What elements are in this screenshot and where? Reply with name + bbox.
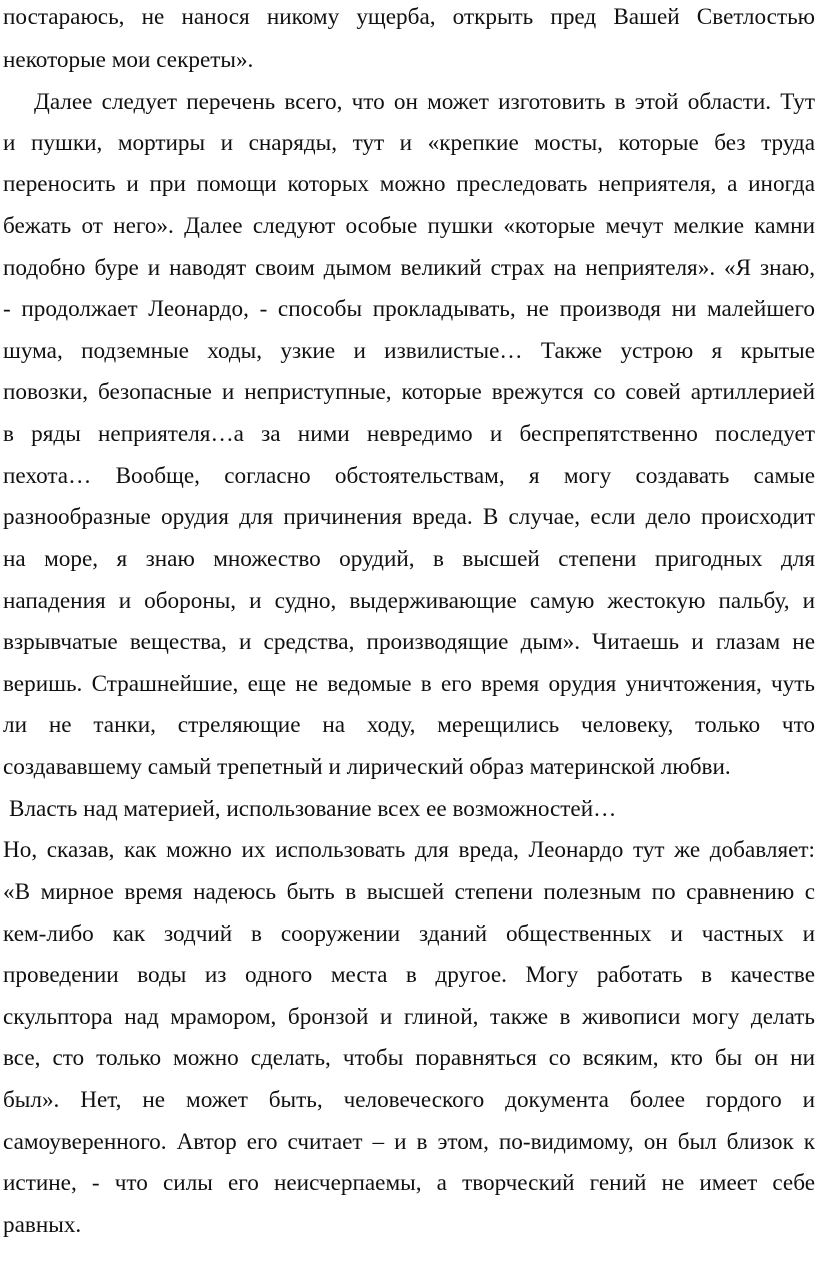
text-line: бежать от него». Далее следуют особые пушки «которые мечут мелкие камни	[3, 213, 815, 239]
text-line: нападения и обороны, и судно, выдерживающие самую жестокую пальбу, и	[3, 588, 815, 614]
text-line: был». Нет, не может быть, человеческого документа более гордого и	[3, 1087, 815, 1113]
text-line: все, сто только можно сделать, чтобы поравняться со всяким, кто бы он ни	[3, 1045, 815, 1071]
text-line: истине, - что силы его неисчерпаемы, а творческий гений не имеет себе	[3, 1170, 815, 1196]
text-line: ли не танки, стреляющие на ходу, мерещились человеку, только что	[3, 712, 815, 738]
text-line: кем-либо как зодчий в сооружении зданий общественных и частных и	[3, 921, 815, 947]
text-line: переносить и при помощи которых можно преследовать неприятеля, а иногда	[3, 171, 815, 197]
text-line: некоторые мои секреты».	[3, 47, 254, 73]
text-line: в ряды неприятеля…а за ними невредимо и беспрепятственно последует	[3, 421, 815, 447]
text-line: на море, я знаю множество орудий, в высшей степени пригодных для	[3, 546, 815, 572]
text-line: повозки, безопасные и неприступные, которые врежутся со совей артиллерией	[3, 379, 815, 405]
text-line: Но, сказав, как можно их использовать для вреда, Леонардо тут же добавляет:	[3, 837, 815, 863]
text-line: равных.	[3, 1212, 82, 1238]
text-line: веришь. Страшнейшие, еще не ведомые в его время орудия уничтожения, чуть	[3, 671, 815, 697]
text-line: и пушки, мортиры и снаряды, тут и «крепкие мосты, которые без труда	[3, 130, 815, 156]
text-line: взрывчатые вещества, и средства, производящие дым». Читаешь и глазам не	[3, 629, 815, 655]
paragraph-first-line: Власть над материей, использование всех ее возможностей…	[9, 796, 617, 822]
text-line: «В мирное время надеюсь быть в высшей степени полезным по сравнению с	[3, 879, 815, 905]
text-line: создававшему самый трепетный и лирический образ материнской любви.	[3, 754, 731, 780]
text-line: разнообразные орудия для причинения вреда. В случае, если дело происходит	[3, 504, 815, 530]
text-line: самоуверенного. Автор его считает – и в этом, по-видимому, он был близок к	[3, 1129, 815, 1155]
text-line: проведении воды из одного места в другое. Могу работать в качестве	[3, 962, 815, 988]
paragraph-first-line: Далее следует перечень всего, что он может изготовить в этой области. Тут	[34, 89, 815, 115]
text-line: пехота… Вообще, согласно обстоятельствам, я могу создавать самые	[3, 463, 815, 489]
text-line: подобно буре и наводят своим дымом великий страх на неприятеля». «Я знаю,	[3, 255, 815, 281]
text-line: - продолжает Леонардо, - способы прокладывать, не производя ни малейшего	[3, 296, 815, 322]
text-line: скульптора над мрамором, бронзой и глиной, также в живописи могу делать	[3, 1004, 815, 1030]
text-line: шума, подземные ходы, узкие и извилистые… Также устрою я крытые	[3, 338, 815, 364]
text-line: постараюсь, не нанося никому ущерба, открыть пред Вашей Светлостью	[3, 4, 815, 30]
